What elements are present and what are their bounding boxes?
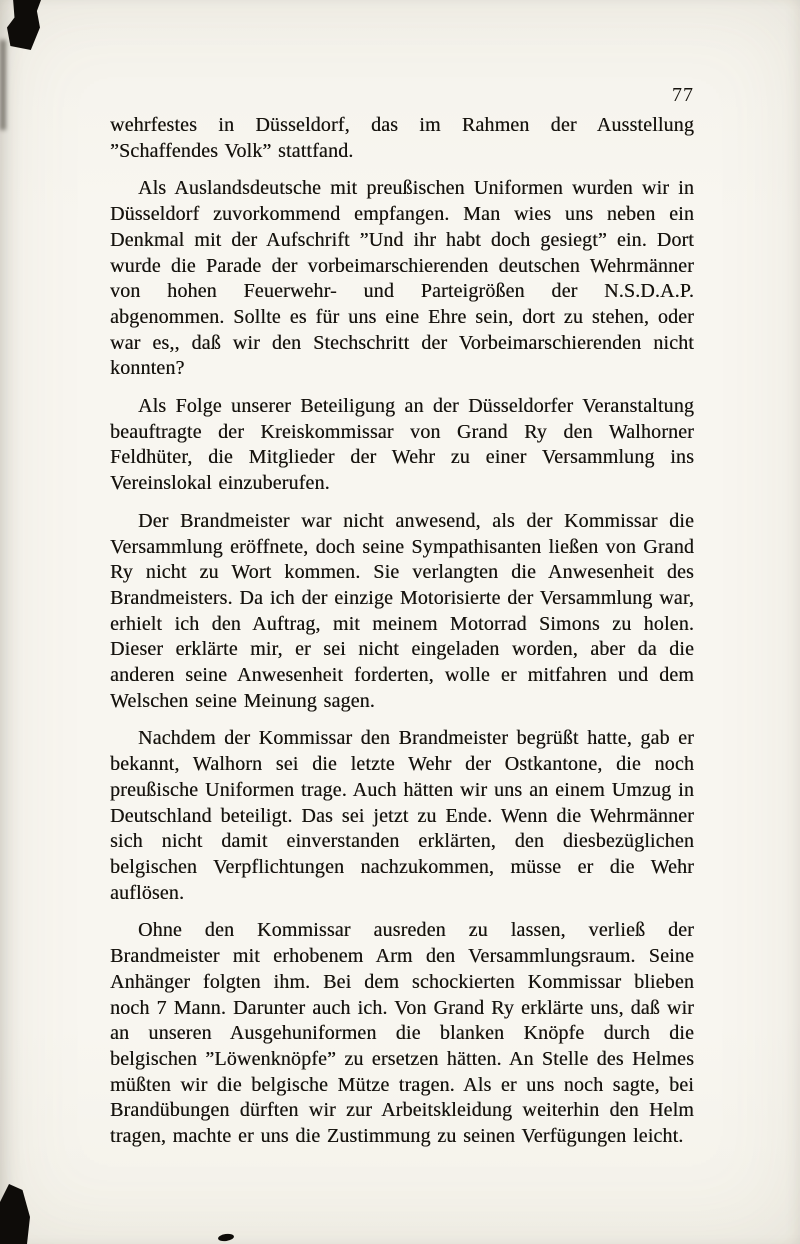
- paragraph-continuation: wehrfestes in Düsseldorf, das im Rahmen der Ausstellung ”Schaffendes Volk” stattfand.: [110, 114, 694, 162]
- paragraph: Als Folge unserer Beteiligung an der Düsseldorfer Veranstaltung beauftragte der Kreiskommissar von Grand Ry den Walhorner Feldhüter, die Mitglieder der Wehr zu einer Versammlung ins Vereinslokal einzuberufen.: [110, 395, 694, 495]
- scan-edge-smudge: [0, 40, 6, 130]
- paragraph: Ohne den Kommissar ausreden zu lassen, verließ der Brandmeister mit erhobenem Arm den Versammlungsraum. Seine Anhänger folgten ihm. Bei dem schockierten Kommissar blieben noch 7 Mann. Darunter auch ich. Von Grand Ry erklärte uns, daß wir an unseren Ausgehuniformen die blanken Knöpfe durch die belgischen ”Löwenknöpfe” zu ersetzen hätten. An Stelle des Helmes müßten wir die belgische Mütze tragen. Als er uns noch sagte, bei Brandübungen dürften wir zur Arbeitskleidung weiterhin den Helm tragen, machte er uns die Zustimmung zu seinen Verfügungen leicht.: [110, 919, 694, 1148]
- paragraph: Der Brandmeister war nicht anwesend, als der Kommissar die Versammlung eröffnete, doch seine Sympathisanten ließen von Grand Ry nicht zu Wort kommen. Sie verlangten die Anwesenheit des Brandmeisters. Da ich der einzige Motorisierte der Versammlung war, erhielt ich den Auftrag, mit meinem Motorrad Simons zu holen. Dieser erklärte mir, er sei nicht eingeladen worden, aber da die anderen seine Anwesenheit forderten, wolle er mitfahren und dem Welschen seine Meinung sagen.: [110, 509, 694, 712]
- page-number: 77: [672, 84, 694, 106]
- paragraph: Als Auslandsdeutsche mit preußischen Uniformen wurden wir in Düsseldorf zuvorkommend empfangen. Man wies uns neben ein Denkmal mit der Aufschrift ”Und ihr habt doch gesiegt” ein. Dort wurde die Parade der vorbeimarschierenden deutschen Wehrmänner von hohen Feuerwehr- und Parteigrößen der N.S.D.A.P. abgenommen. Sollte es für uns eine Ehre sein, dort zu stehen, oder war es,, daß wir den Stechschritt der Vorbeimarschierenden nicht konnten?: [110, 177, 694, 380]
- scan-ink-mark-bottom-left: [0, 1184, 30, 1244]
- scan-ink-speck-bottom: [218, 1233, 235, 1242]
- paragraph: Nachdem der Kommissar den Brandmeister begrüßt hatte, gab er bekannt, Walhorn sei die letzte Wehr der Ostkantone, die noch preußische Uniformen trage. Auch hätten wir uns an einem Umzug in Deutschland beteiligt. Das sei jetzt zu Ende. Wenn die Wehrmänner sich nicht damit einverstanden erklärten, den diesbezüglichen belgischen Verpflichtungen nachzukommen, müsse er die Wehr auflösen.: [110, 727, 694, 904]
- page-text: [110, 113, 694, 1162]
- scan-ink-mark-top-left: [7, 0, 41, 50]
